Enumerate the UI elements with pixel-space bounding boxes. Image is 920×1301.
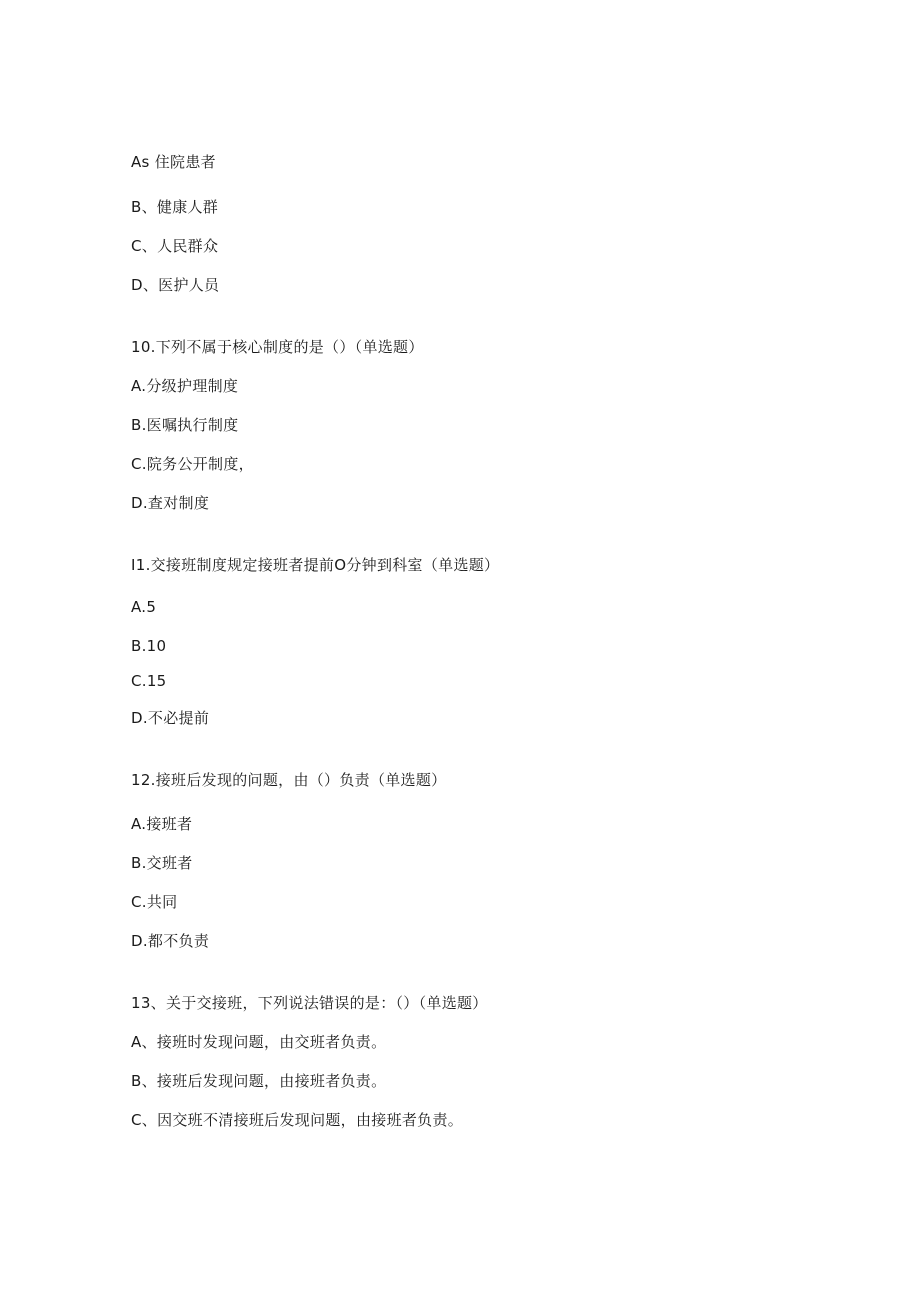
q9-option-d: D、医护人员 xyxy=(131,276,220,294)
q12-option-a: A.接班者 xyxy=(131,815,193,833)
q11-question: I1.交接班制度规定接班者提前O分钟到科室（单选题） xyxy=(131,556,500,574)
q12-option-b: B.交班者 xyxy=(131,854,193,872)
q13-question: 13、关于交接班，下列说法错误的是：（）（单选题） xyxy=(131,994,488,1012)
q13-option-a: A、接班时发现问题，由交班者负责。 xyxy=(131,1033,387,1051)
q12-question: 12.接班后发现的问题，由（）负责（单选题） xyxy=(131,771,447,789)
q13-option-c: C、因交班不清接班后发现问题，由接班者负责。 xyxy=(131,1111,464,1129)
q12-option-c: C.共同 xyxy=(131,893,178,911)
q10-option-a: A.分级护理制度 xyxy=(131,377,239,395)
q13-option-b: B、接班后发现问题，由接班者负责。 xyxy=(131,1072,387,1090)
q10-option-c: C.院务公开制度， xyxy=(131,455,254,473)
q11-option-d: D.不必提前 xyxy=(131,709,210,727)
q9-option-b: B、健康人群 xyxy=(131,198,219,216)
q9-option-c: C、人民群众 xyxy=(131,237,219,255)
q11-option-a: A.5 xyxy=(131,598,157,616)
q10-question: 10.下列不属于核心制度的是（）（单选题） xyxy=(131,338,424,356)
q10-option-b: B.医嘱执行制度 xyxy=(131,416,239,434)
q12-option-d: D.都不负责 xyxy=(131,932,210,950)
q11-option-c: C.15 xyxy=(131,672,167,690)
q9-option-a: As 住院患者 xyxy=(131,153,216,171)
q11-option-b: B.10 xyxy=(131,637,167,655)
q10-option-d: D.查对制度 xyxy=(131,494,210,512)
